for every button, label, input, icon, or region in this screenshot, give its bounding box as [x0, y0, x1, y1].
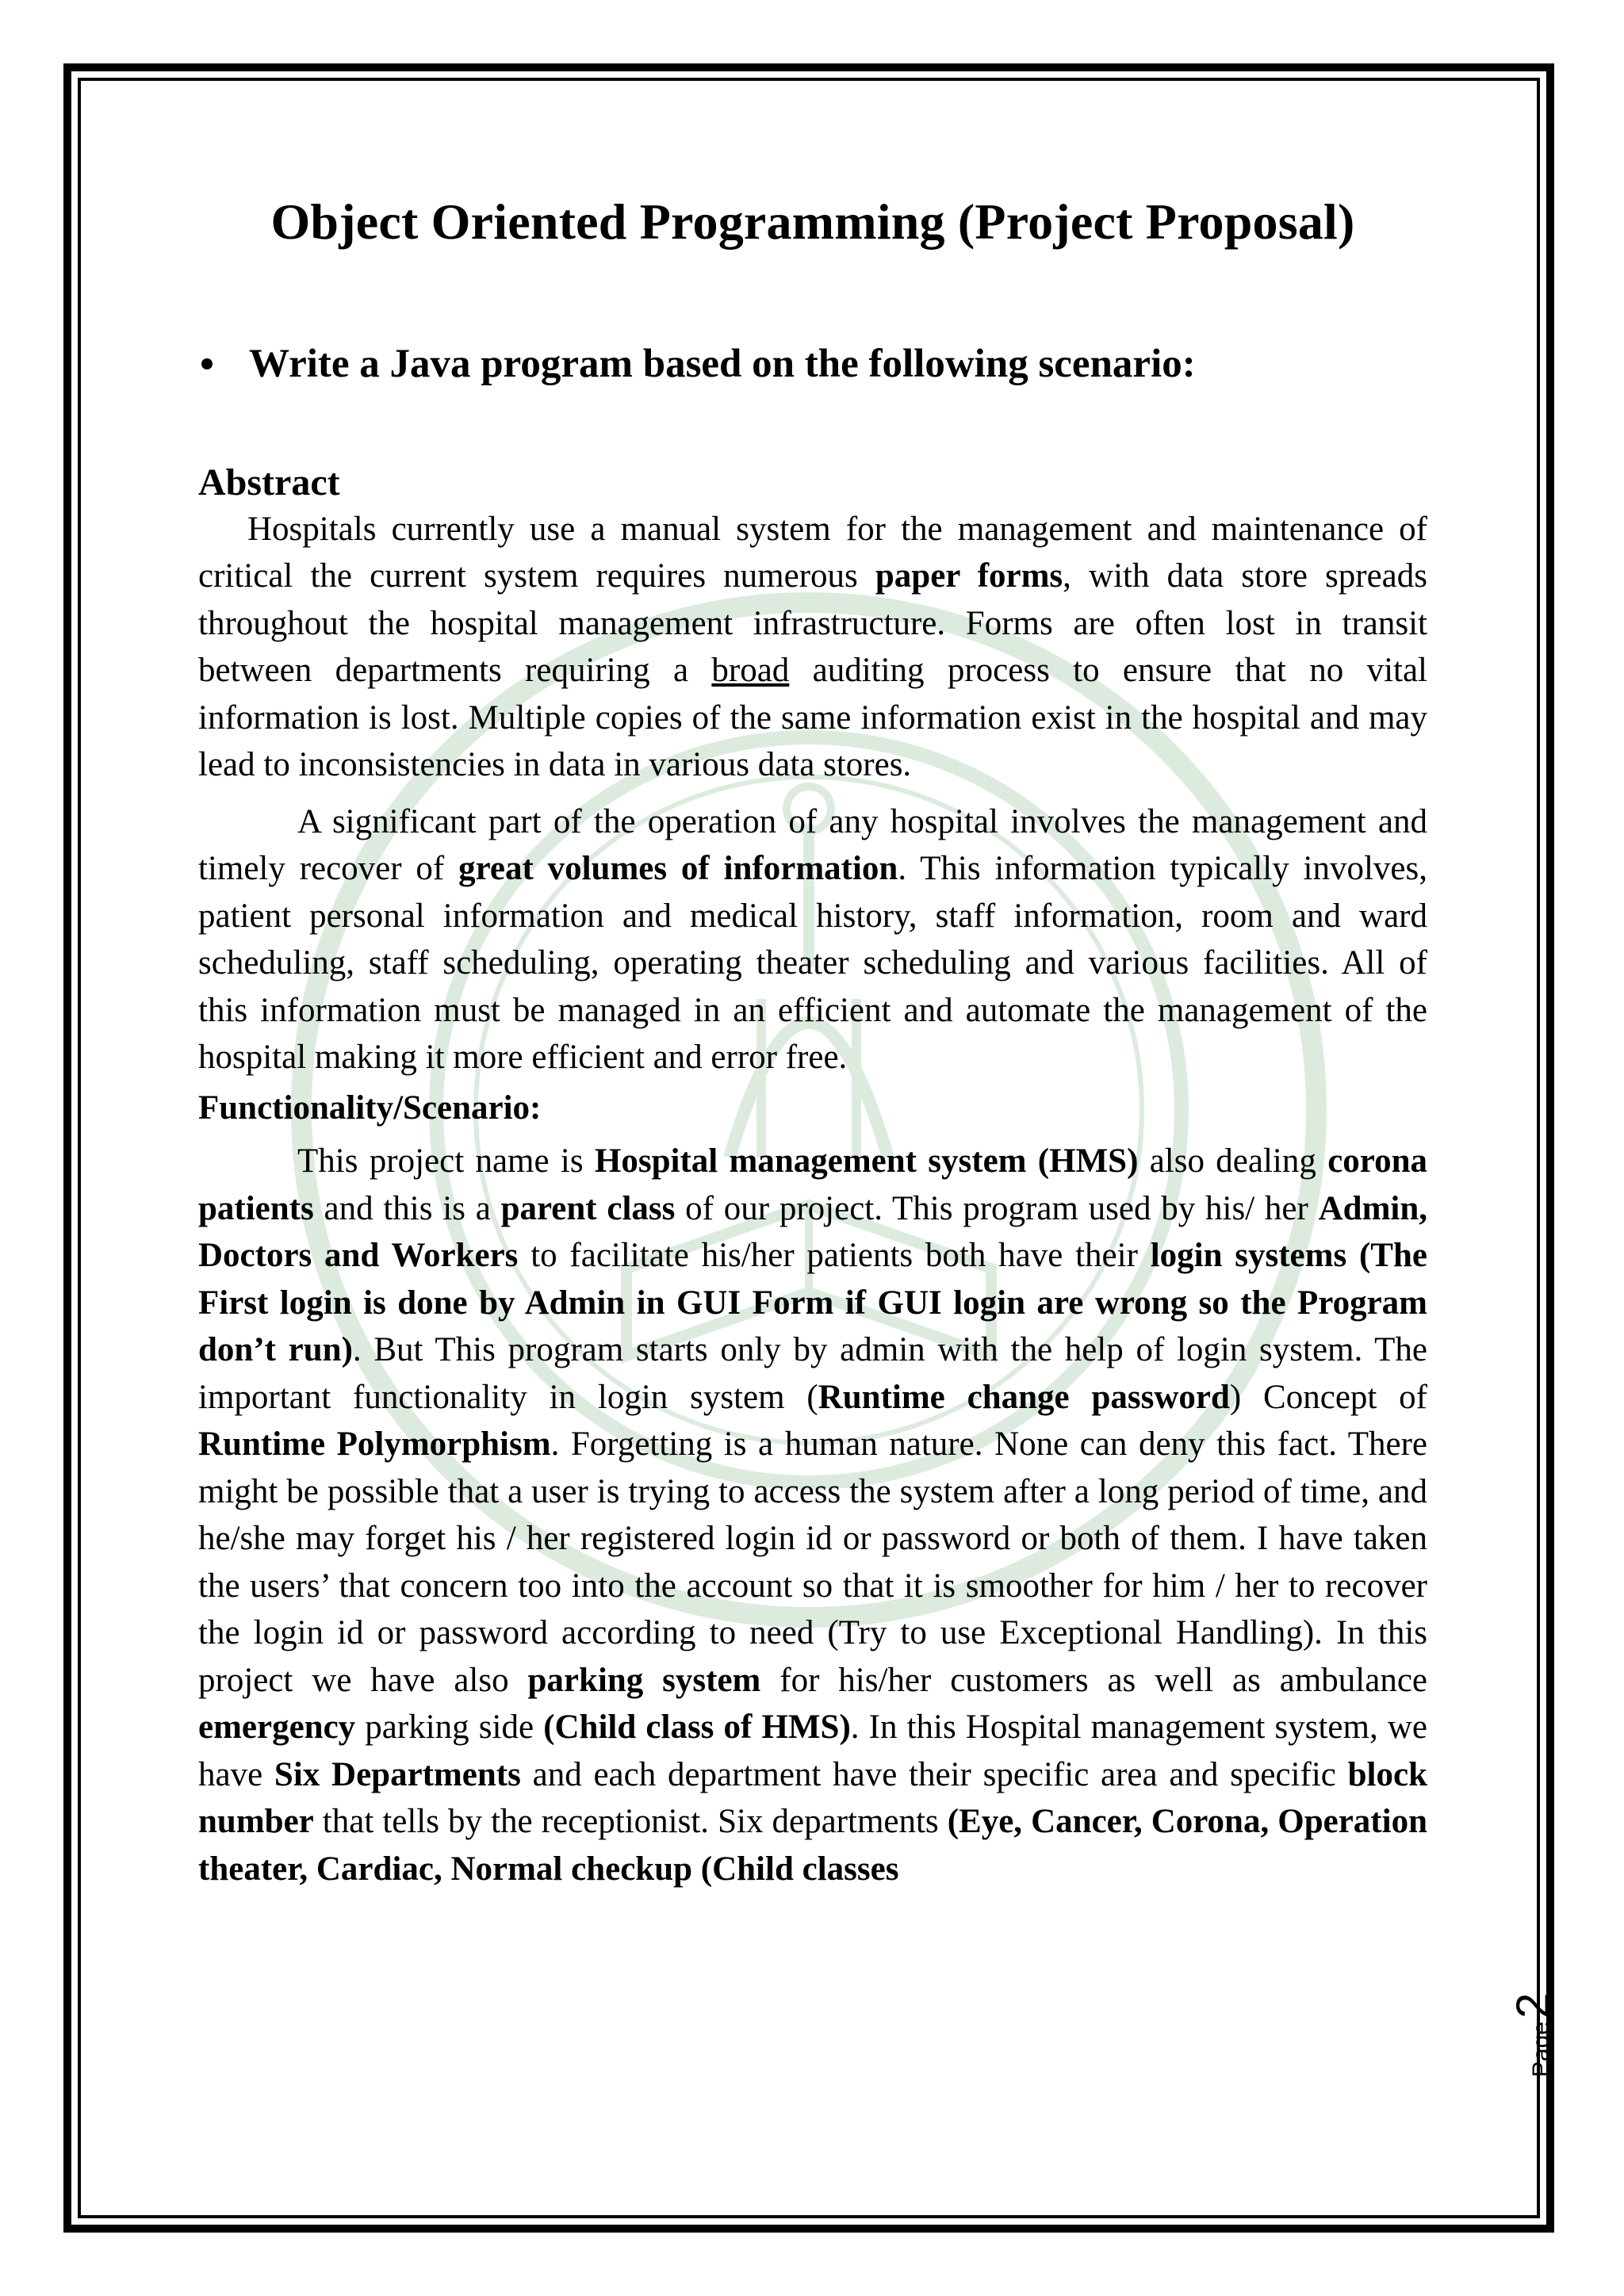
instruction-text: Write a Java program based on the following scenario:	[249, 342, 1196, 386]
document-body	[198, 190, 1427, 1892]
bullet-dot-icon	[201, 358, 213, 369]
abstract-heading: Abstract	[198, 461, 340, 503]
functionality-heading: Functionality/Scenario:	[198, 1089, 542, 1127]
page-number	[1507, 1993, 1560, 2077]
page-number-value: 2	[1507, 1992, 1559, 2019]
document-title: Object Oriented Programming (Project Proposal)	[270, 193, 1355, 250]
functionality-paragraph: This project name is Hospital management system (HMS) also dealing corona patients and this is a parent class of our project. This program used by his/ her Admin, Doctors and Workers to facilitate his/her patients both have their login systems (The First login is done by Admin in GUI Form if GUI login are wrong so the Program don’t run). But This program starts only by admin with the help of login system. The important functionality in login system (Runtime change password) Concept of Runtime Polymorphism. Forgetting is a human nature. None can deny this fact. There might be possible that a user is trying to access the system after a long period of time, and he/she may forget his / her registered login id or password or both of them. I have taken the users’ that concern too into the account so that it is smoother for him / her to recover the login id or password according to need (Try to use Exceptional Handling). In this project we have also parking system for his/her customers as well as ambulance emergency parking side (Child class of HMS). In this Hospital management system, we have Six Departments and each department have their specific area and specific block number that tells by the receptionist. Six departments (Eye, Cancer, Corona, Operation theater, Cardiac, Normal checkup (Child classes	[198, 1142, 1428, 1888]
instruction-bullet	[198, 341, 1427, 387]
abstract-paragraph-2: A significant part of the operation of any hospital involves the management and timely recover of great volumes of information. This information typically involves, patient personal information and medical history, staff information, room and ward scheduling, staff scheduling, operating theater scheduling and various facilities. All of this information must be managed in an efficient and automate the management of the hospital making it more efficient and error free.	[198, 802, 1427, 1077]
page-label: Page	[1528, 2021, 1554, 2077]
abstract-paragraph-1: Hospitals currently use a manual system for the management and maintenance of critical the current system requires numerous paper forms, with data store spreads throughout the hospital management infrastructure. Forms are often lost in transit between departments requiring a broad auditing process to ensure that no vital information is lost. Multiple copies of the same information exist in the hospital and may lead to inconsistencies in data in various data stores.	[198, 510, 1427, 784]
